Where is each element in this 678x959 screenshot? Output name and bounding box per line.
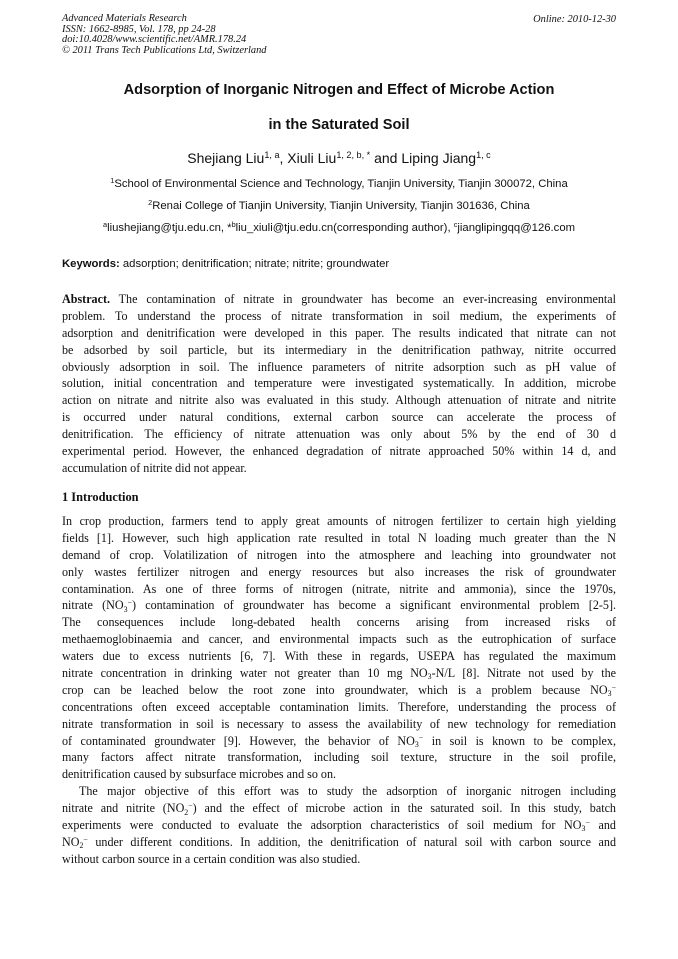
- abstract-line: [62, 291, 616, 308]
- issn-line: ISSN: 1662-8985, Vol. 178, pp 24-28: [62, 23, 216, 35]
- keywords-label: Keywords:: [62, 258, 120, 270]
- email-link[interactable]: liushejiang@tju.edu.cn, *: [107, 222, 232, 234]
- body-line: denitrification caused by subsurface microbes and so on.: [62, 767, 337, 782]
- journal-name: Advanced Materials Research: [62, 13, 187, 24]
- body-line: many factors affect nitrate transformation, including soil texture, structure in the soil profile,: [62, 750, 616, 765]
- abstract-line: is occurred under natural conditions, external carbon source can accelerate the process of: [62, 410, 616, 425]
- email-mark: b: [231, 219, 236, 229]
- abstract: [62, 291, 616, 477]
- author-separator: ,: [279, 150, 288, 166]
- journal-header: [62, 14, 266, 56]
- abstract-line: solution, initial concentration and temperature were investigated systematically. In addition, microbe: [62, 376, 616, 391]
- author-affiliation-mark: 1, a: [264, 150, 280, 160]
- abstract-line: denitrification. The efficiency of nitrate attenuation was only about 5% by the end of 30 d: [62, 427, 616, 442]
- body-line: contamination. As one of three forms of nitrogen (nitrate, nitrite and ammonia), since the 1970s,: [62, 581, 616, 596]
- keywords: [62, 258, 616, 270]
- body-line: waters due to excess nutrients [6, 7]. With these in regards, USEPA has regulated the maximum: [62, 649, 616, 664]
- superscript: −: [611, 682, 616, 692]
- body-line: The consequences include long-debated health concerns arising from increased risks of: [62, 615, 616, 630]
- author-list: [62, 150, 616, 166]
- text-run: in soil is known to be complex,: [423, 733, 616, 748]
- body-line: without carbon source in a certain condition was also studied.: [62, 851, 361, 866]
- affiliation-text: School of Environmental Science and Technology, Tianjin University, Tianjin 300072, China: [114, 178, 568, 190]
- affiliation-mark: 1: [110, 175, 115, 185]
- subscript: 2: [79, 841, 84, 851]
- abstract-line: accumulation of nitrite did not appear.: [62, 460, 247, 475]
- text-run: nitrate concentration in drinking water not greater than 10 mg NO: [62, 666, 428, 681]
- text-run: ) and the effect of microbe action in the saturated soil. In this study, batch: [192, 801, 616, 816]
- subscript: 3: [581, 824, 586, 834]
- text-run: nitrate (NO: [62, 598, 124, 613]
- text-run: -N/L [8]. Nitrate not used by the: [431, 666, 616, 681]
- text-run: and: [589, 818, 616, 833]
- online-date: Online: 2010-12-30: [533, 14, 616, 25]
- affiliation-mark: 2: [148, 197, 153, 207]
- superscript: −: [585, 817, 590, 827]
- subscript: 3: [414, 739, 419, 749]
- email-mark: c: [453, 219, 458, 229]
- body-line: [62, 800, 616, 817]
- subscript: 3: [123, 604, 128, 614]
- body-line: [62, 733, 616, 750]
- section-heading: 1 Introduction: [62, 490, 139, 504]
- author-name: Liping Jiang: [401, 150, 477, 166]
- email-link[interactable]: jianglipingqq@126.com: [457, 222, 576, 234]
- affiliation-text: Renai College of Tianjin University, Tianjin University, Tianjin 301636, China: [152, 200, 530, 212]
- email-mark: a: [102, 219, 108, 229]
- email-link[interactable]: liu_xiuli@tju.edu.cn(corresponding author),: [235, 222, 454, 234]
- superscript: −: [127, 598, 132, 608]
- body-line: concentrations often exceed acceptable contamination limits. Therefore, understanding the process of: [62, 699, 616, 714]
- paper-title-line-2: in the Saturated Soil: [268, 117, 410, 133]
- body-line: In crop production, farmers tend to apply great amounts of nitrogen fertilizer to certain high yielding: [62, 514, 616, 528]
- abstract-line: experimental period. However, the enhanced degradation of nitrate approached 50% within 14 d, and: [62, 444, 616, 459]
- body-line: methaemoglobinaemia and cancer, and environmental impacts such as the eutrophication of surface: [62, 632, 616, 647]
- subscript: 3: [607, 689, 612, 699]
- body-line: nitrate transformation in soil is necessary to assess the availability of new technology for remediation: [62, 716, 616, 731]
- text-run: ) contamination of groundwater has become a significant environmental problem [2-5].: [131, 598, 616, 613]
- abstract-label: Abstract.: [62, 292, 111, 306]
- abstract-line: obviously adsorption in soil. The influence parameters of nitrite adsorption such as pH value of: [62, 359, 616, 374]
- abstract-line: be adsorbed by soil particle, but its intermediary in the denitrification pathway, nitrite occurred: [62, 342, 616, 357]
- superscript: −: [188, 800, 193, 810]
- text-run: experiments were conducted to evaluate the adsorption characteristics of soil medium for NO: [62, 818, 582, 833]
- body-line: [62, 817, 616, 834]
- author-affiliation-mark: 1, c: [476, 150, 491, 160]
- body-line: [62, 834, 616, 851]
- body-line: The major objective of this effort was to study the adsorption of inorganic nitrogen including: [79, 784, 616, 799]
- text-run: of contaminated groundwater [9]. However, the behavior of NO: [62, 733, 415, 748]
- text-run: under different conditions. In addition, the denitrification of natural soil with carbon source and: [87, 834, 616, 849]
- doi-line[interactable]: doi:10.4028/www.scientific.net/AMR.178.24: [62, 34, 247, 46]
- text-run: crop can be leached below the root zone into groundwater, which is a problem because NO: [62, 682, 608, 697]
- affiliation-1: [62, 175, 616, 190]
- text-run: NO: [62, 834, 80, 849]
- subscript: 2: [184, 807, 189, 817]
- superscript: −: [418, 733, 424, 743]
- affiliation-2: [62, 197, 616, 212]
- email-line: [62, 219, 616, 234]
- body-line: [62, 597, 616, 614]
- author-separator: and: [370, 150, 402, 166]
- author-affiliation-mark: 1, 2, b, *: [336, 150, 371, 160]
- author-name: Xiuli Liu: [287, 150, 337, 166]
- keywords-text: adsorption; denitrification; nitrate; nitrite; groundwater: [119, 258, 390, 270]
- abstract-text: The contamination of nitrate in groundwater has become an ever-increasing environmental: [110, 292, 616, 306]
- text-run: nitrate and nitrite (NO: [62, 801, 185, 816]
- body-line: fields [1]. However, such high application rate resulted in total N loading much greater than the N: [62, 530, 616, 545]
- paper-title-line-1: Adsorption of Inorganic Nitrogen and Effect of Microbe Action: [123, 82, 555, 98]
- body-line: [62, 682, 616, 699]
- body-line: demand of crop. Volatilization of nitrogen into the atmosphere and leaching into groundwater not: [62, 547, 616, 562]
- abstract-line: adsorption and denitrification were developed in this paper. The results indicated that nitrate can not: [62, 325, 616, 340]
- subscript: 3: [427, 672, 432, 682]
- author-name: Shejiang Liu: [187, 150, 265, 166]
- body-line: only wastes fertilizer nitrogen and energy resources but also increases the risk of groundwater: [62, 564, 616, 579]
- abstract-line: problem. To understand the process of nitrate transformation in soil medium, the experiments of: [62, 308, 616, 323]
- abstract-line: action on nitrate and nitrite also was evaluated in this study. Although attenuation of nitrate and nitrite: [62, 393, 616, 408]
- copyright-line: © 2011 Trans Tech Publications Ltd, Switzerland: [62, 44, 267, 56]
- body-line: [62, 665, 616, 682]
- introduction-body: [62, 513, 616, 868]
- superscript: −: [83, 834, 88, 844]
